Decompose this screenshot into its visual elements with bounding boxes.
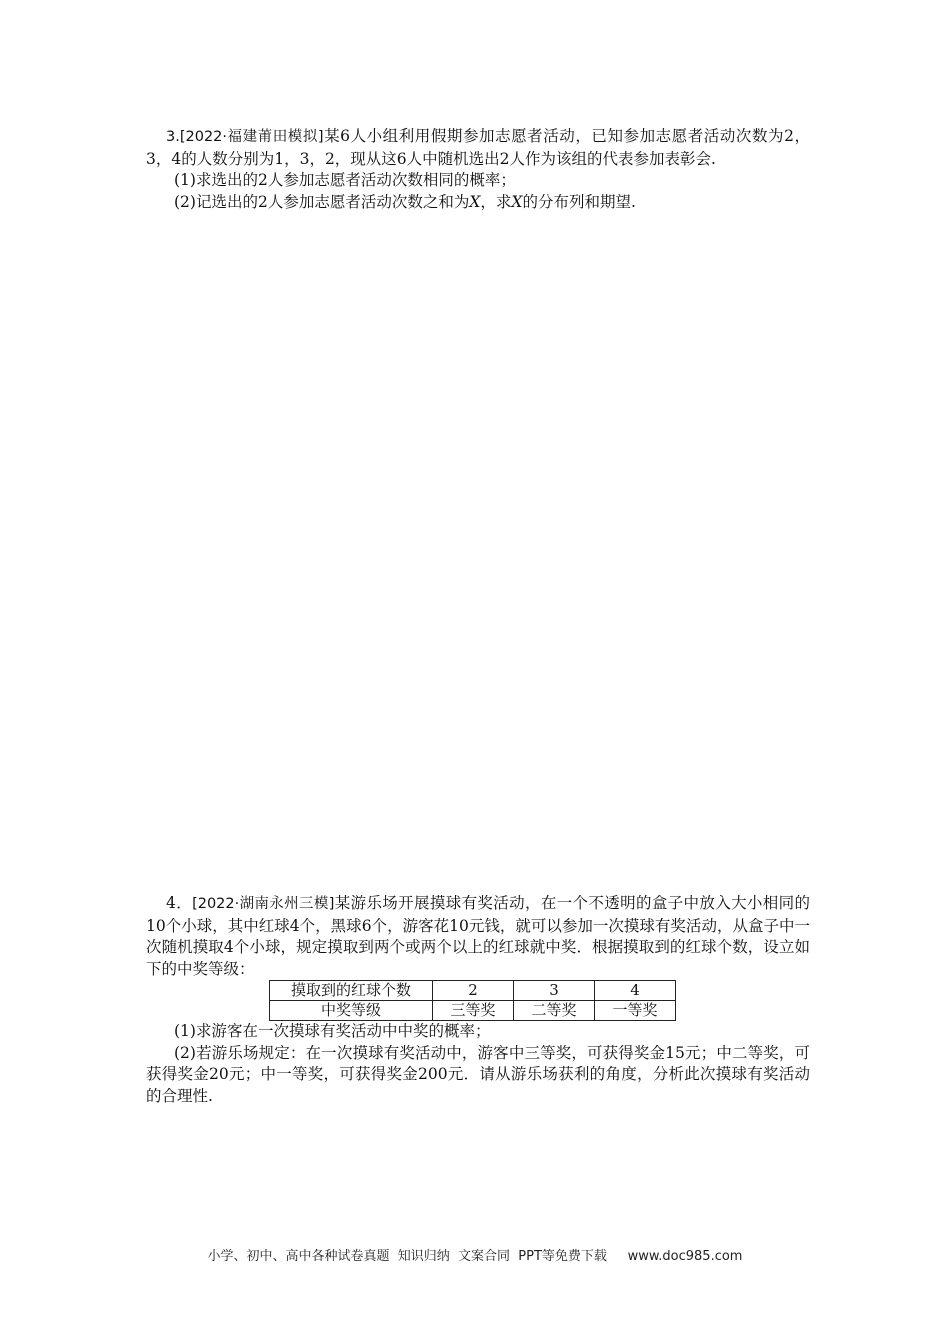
question-3-part-2-text-a: (2)记选出的2人参加志愿者活动次数之和为 xyxy=(174,192,470,211)
table-row xyxy=(270,1001,676,1021)
question-4-part-1: (1)求游客在一次摸球有奖活动中中奖的概率； xyxy=(174,1022,491,1040)
question-3-part-2 xyxy=(146,192,810,214)
question-3-part-1: (1)求选出的2人参加志愿者活动次数相同的概率； xyxy=(174,171,516,189)
page-footer: 小学、初中、高中各种试卷真题 知识归纳 文案合同 PPT等免费下载 www.doc985.com xyxy=(207,1249,743,1264)
table-cell: 一等奖 xyxy=(595,1001,676,1021)
variable-x: X xyxy=(469,192,481,211)
table-cell: 二等奖 xyxy=(514,1001,595,1021)
question-4-number: 4． xyxy=(166,894,193,912)
question-4-stem xyxy=(146,893,810,980)
question-3-part-2-text-c: 的分布列和期望. xyxy=(522,192,636,211)
question-3 xyxy=(146,126,810,213)
question-3-source: 3.[2022·福建莆田模拟] xyxy=(166,129,324,145)
table-cell: 4 xyxy=(595,981,676,1001)
table-cell: 三等奖 xyxy=(433,1001,514,1021)
question-4 xyxy=(146,893,810,1107)
question-4-part-2: (2)若游乐场规定：在一次摸球有奖活动中，游客中三等奖，可获得奖金15元；中二等奖，可获得奖金20元；中一等奖，可获得奖金200元．请从游乐场获利的角度，分析此次摸球有奖活动的合理性. xyxy=(146,1043,810,1105)
prize-table xyxy=(269,980,676,1021)
table-header-cell: 中奖等级 xyxy=(270,1001,433,1021)
question-3-stem xyxy=(146,126,810,170)
question-4-source: [2022·湖南永州三模] xyxy=(192,896,335,912)
table-cell: 3 xyxy=(514,981,595,1001)
question-3-text: 某6人小组利用假期参加志愿者活动，已知参加志愿者活动次数为2，3，4的人数分别为1，3，2，现从这6人中随机选出2人作为该组的代表参加表彰会. xyxy=(146,127,810,168)
table-cell: 2 xyxy=(433,981,514,1001)
question-3-part-2-text-b: ，求 xyxy=(480,192,512,211)
question-4-text: 某游乐场开展摸球有奖活动，在一个不透明的盒子中放入大小相同的10个小球，其中红球4个，黑球6个，游客花10元钱，就可以参加一次摸球有奖活动，从盒子中一次随机摸取4个小球，规定摸取到两个或两个以上的红球就中奖．根据摸取到的红球个数，设立如下的中奖等级： xyxy=(146,894,810,978)
table-header-cell: 摸取到的红球个数 xyxy=(270,981,433,1001)
table-row xyxy=(270,981,676,1001)
variable-x: X xyxy=(511,192,523,211)
